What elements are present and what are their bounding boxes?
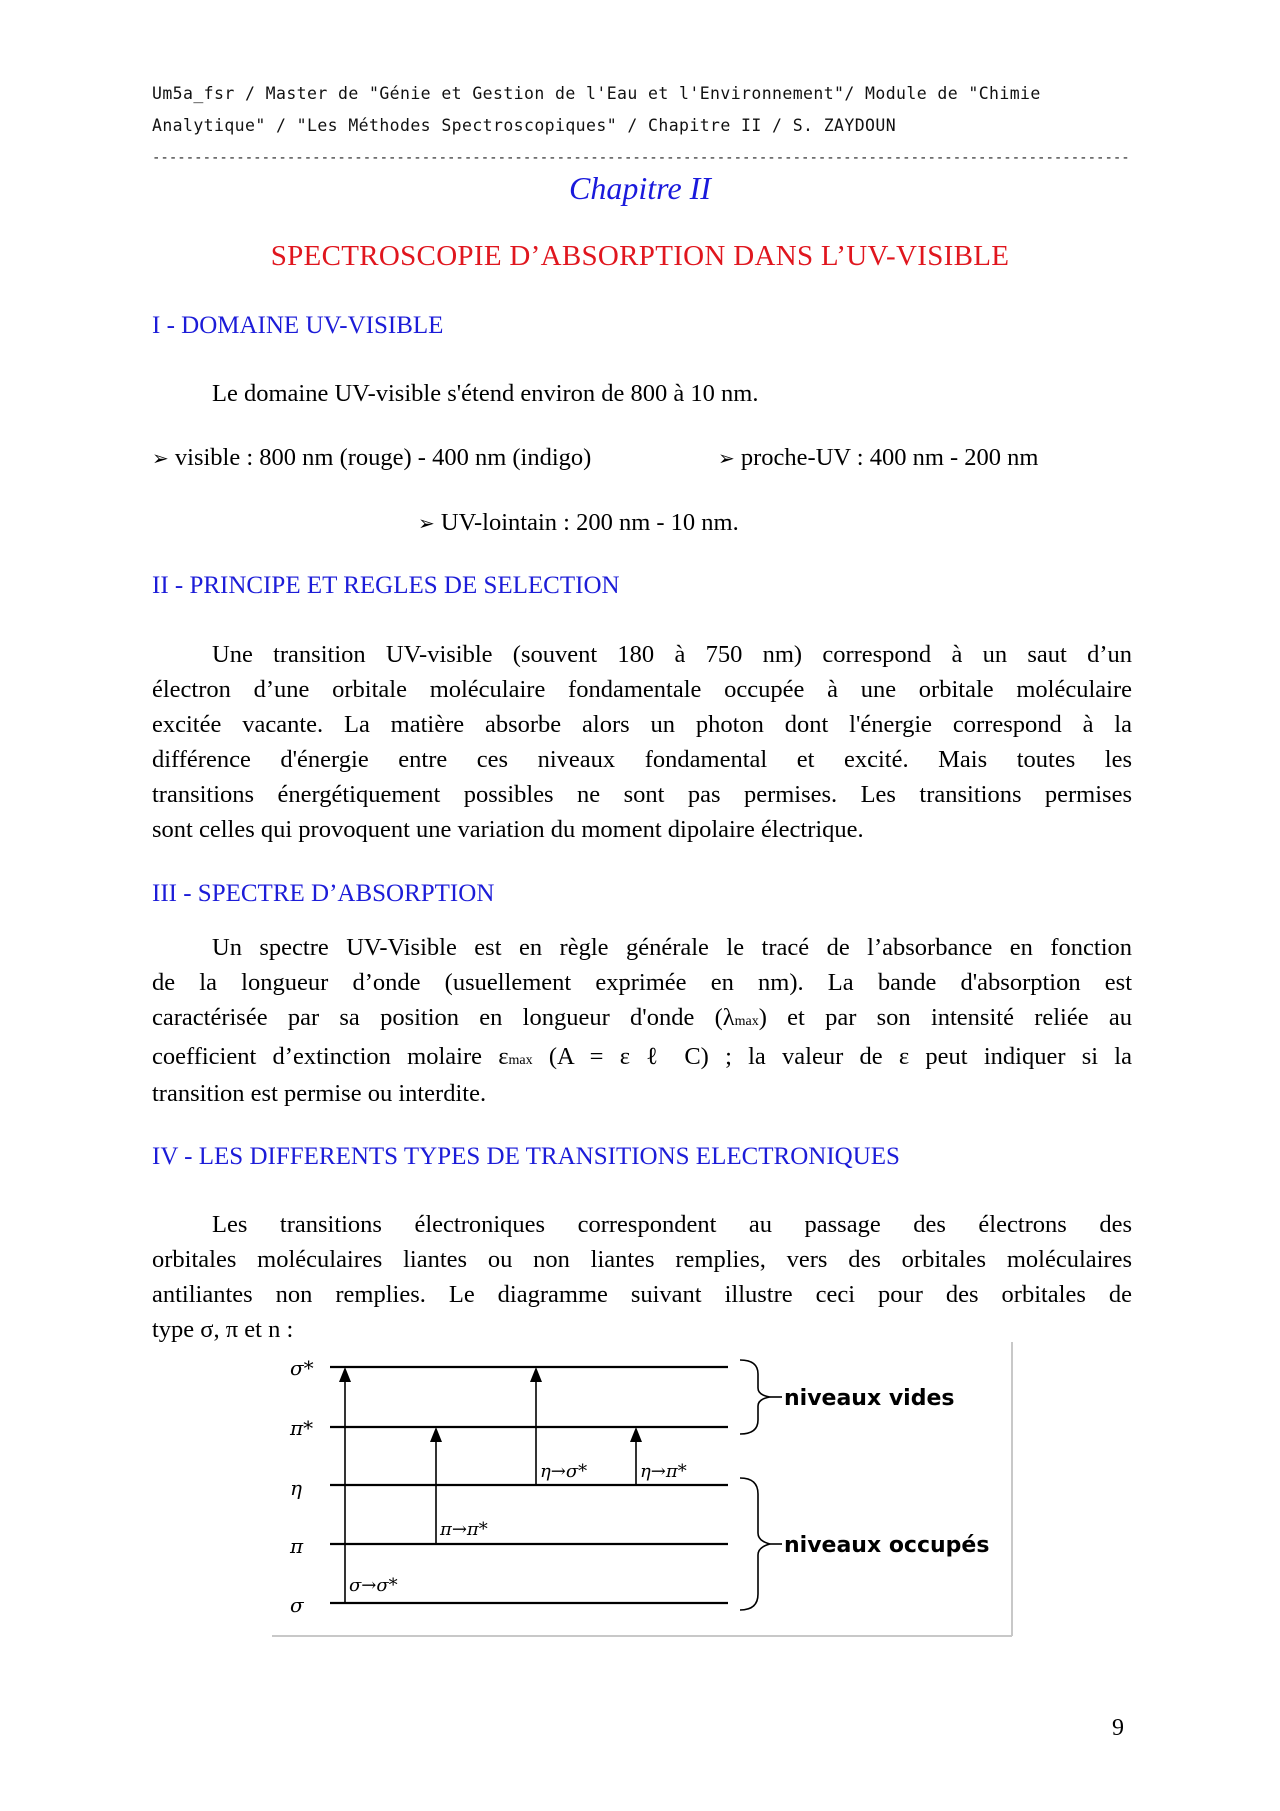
arrowhead-icon [430, 1427, 442, 1442]
transition-label-sigma-sigma-star: σ→σ* [349, 1575, 398, 1596]
bullet-visible [152, 440, 591, 476]
section-2-line-1: Une transition UV-visible (souvent 180 à 750 nm) correspond à un saut d’un [212, 641, 1132, 668]
chapter-title: SPECTROSCOPIE D’ABSORPTION DANS L’UV-VISIBLE [270, 240, 1010, 272]
bullet-near-uv [718, 440, 1038, 476]
section-3-line-3-a: caractérisée par sa position en longueur d'onde (λ [152, 1004, 735, 1031]
bullet-far-uv [418, 505, 739, 541]
level-label-pi-star: π* [290, 1416, 314, 1440]
section-2-line-4: différence d'énergie entre ces niveaux fondamental et excité. Mais toutes les [152, 746, 1132, 773]
level-label-n: η [290, 1476, 302, 1500]
epsilon-max-subscript: max [508, 1053, 533, 1068]
section-3-line-4-a: coefficient d’extinction molaire ε [152, 1043, 509, 1070]
bullet-visible-text: visible : 800 nm (rouge) - 400 nm (indigo) [174, 444, 592, 471]
section-3-line-3-b: ) et par son intensité reliée au [758, 1004, 1132, 1031]
transition-label-n-pi-star: η→π* [640, 1461, 687, 1482]
section-3-line-2: de la longueur d’onde (usuellement exprimée en nm). La bande d'absorption est [152, 969, 1132, 996]
bullet-arrow-icon: ➢ [418, 511, 435, 535]
running-header-line-1: Um5a_fsr / Master de "Génie et Gestion de l'Eau et l'Environnement"/ Module de "Chimie [152, 84, 1041, 103]
section-4-line-4: type σ, π et n : [152, 1316, 294, 1343]
section-2-heading: II - PRINCIPE ET REGLES DE SELECTION [152, 572, 620, 599]
chapter-label: Chapitre II [569, 170, 711, 206]
arrowhead-icon [630, 1427, 642, 1442]
section-4-heading: IV - LES DIFFERENTS TYPES DE TRANSITIONS ELECTRONIQUES [152, 1143, 900, 1170]
section-3-line-3 [152, 1000, 1132, 1039]
section-2-line-3: excitée vacante. La matière absorbe alors un photon dont l'énergie correspond à la [152, 711, 1132, 738]
level-label-pi: π [290, 1534, 304, 1558]
bullet-near-uv-text: proche-UV : 400 nm - 200 nm [740, 444, 1039, 471]
section-1-heading: I - DOMAINE UV-VISIBLE [152, 312, 444, 339]
section-4-line-1: Les transitions électroniques correspondent au passage des électrons des [212, 1211, 1132, 1238]
section-1-intro: Le domaine UV-visible s'étend environ de 800 à 10 nm. [212, 380, 759, 407]
section-4-line-3: antiliantes non remplies. Le diagramme suivant illustre ceci pour des orbitales de [152, 1281, 1132, 1308]
group-label-empty: niveaux vides [784, 1386, 955, 1411]
header-dashed-rule: -------------------------------------------------------------------------------------------------------------------- [152, 150, 1130, 166]
bullet-far-uv-text: UV-lointain : 200 nm - 10 nm. [440, 509, 739, 536]
brace-occupied-levels [740, 1478, 770, 1610]
bullet-arrow-icon: ➢ [718, 446, 735, 470]
arrowhead-icon [530, 1367, 542, 1382]
transition-label-n-sigma-star: η→σ* [540, 1461, 588, 1482]
section-3-line-1: Un spectre UV-Visible est en règle générale le tracé de l’absorbance en fonction [212, 934, 1132, 961]
level-label-sigma-star: σ* [290, 1356, 314, 1380]
level-label-sigma: σ [290, 1593, 304, 1617]
section-4-line-2: orbitales moléculaires liantes ou non liantes remplies, vers des orbitales moléculaires [152, 1246, 1132, 1273]
section-3-line-4 [152, 1039, 1132, 1078]
arrowhead-icon [339, 1367, 351, 1382]
section-3-line-5: transition est permise ou interdite. [152, 1080, 487, 1107]
transition-label-pi-pi-star: π→π* [440, 1519, 488, 1540]
bullet-arrow-icon: ➢ [152, 446, 169, 470]
orbital-transition-diagram [270, 1340, 1015, 1640]
page-number: 9 [1112, 1715, 1124, 1741]
section-2-line-6: sont celles qui provoquent une variation du moment dipolaire électrique. [152, 816, 864, 843]
brace-empty-levels [740, 1360, 770, 1434]
section-2-line-5: transitions énergétiquement possibles ne sont pas permises. Les transitions permises [152, 781, 1132, 808]
lambda-max-subscript: max [734, 1014, 759, 1029]
running-header-line-2: Analytique" / "Les Méthodes Spectroscopiques" / Chapitre II / S. ZAYDOUN [152, 116, 897, 135]
section-3-line-4-b: (A = ε ℓ C) ; la valeur de ε peut indiquer si la [532, 1043, 1132, 1070]
section-2-line-2: électron d’une orbitale moléculaire fondamentale occupée à une orbitale moléculaire [152, 676, 1132, 703]
group-label-occupied: niveaux occupés [784, 1533, 990, 1558]
section-3-heading: III - SPECTRE D’ABSORPTION [152, 880, 495, 907]
